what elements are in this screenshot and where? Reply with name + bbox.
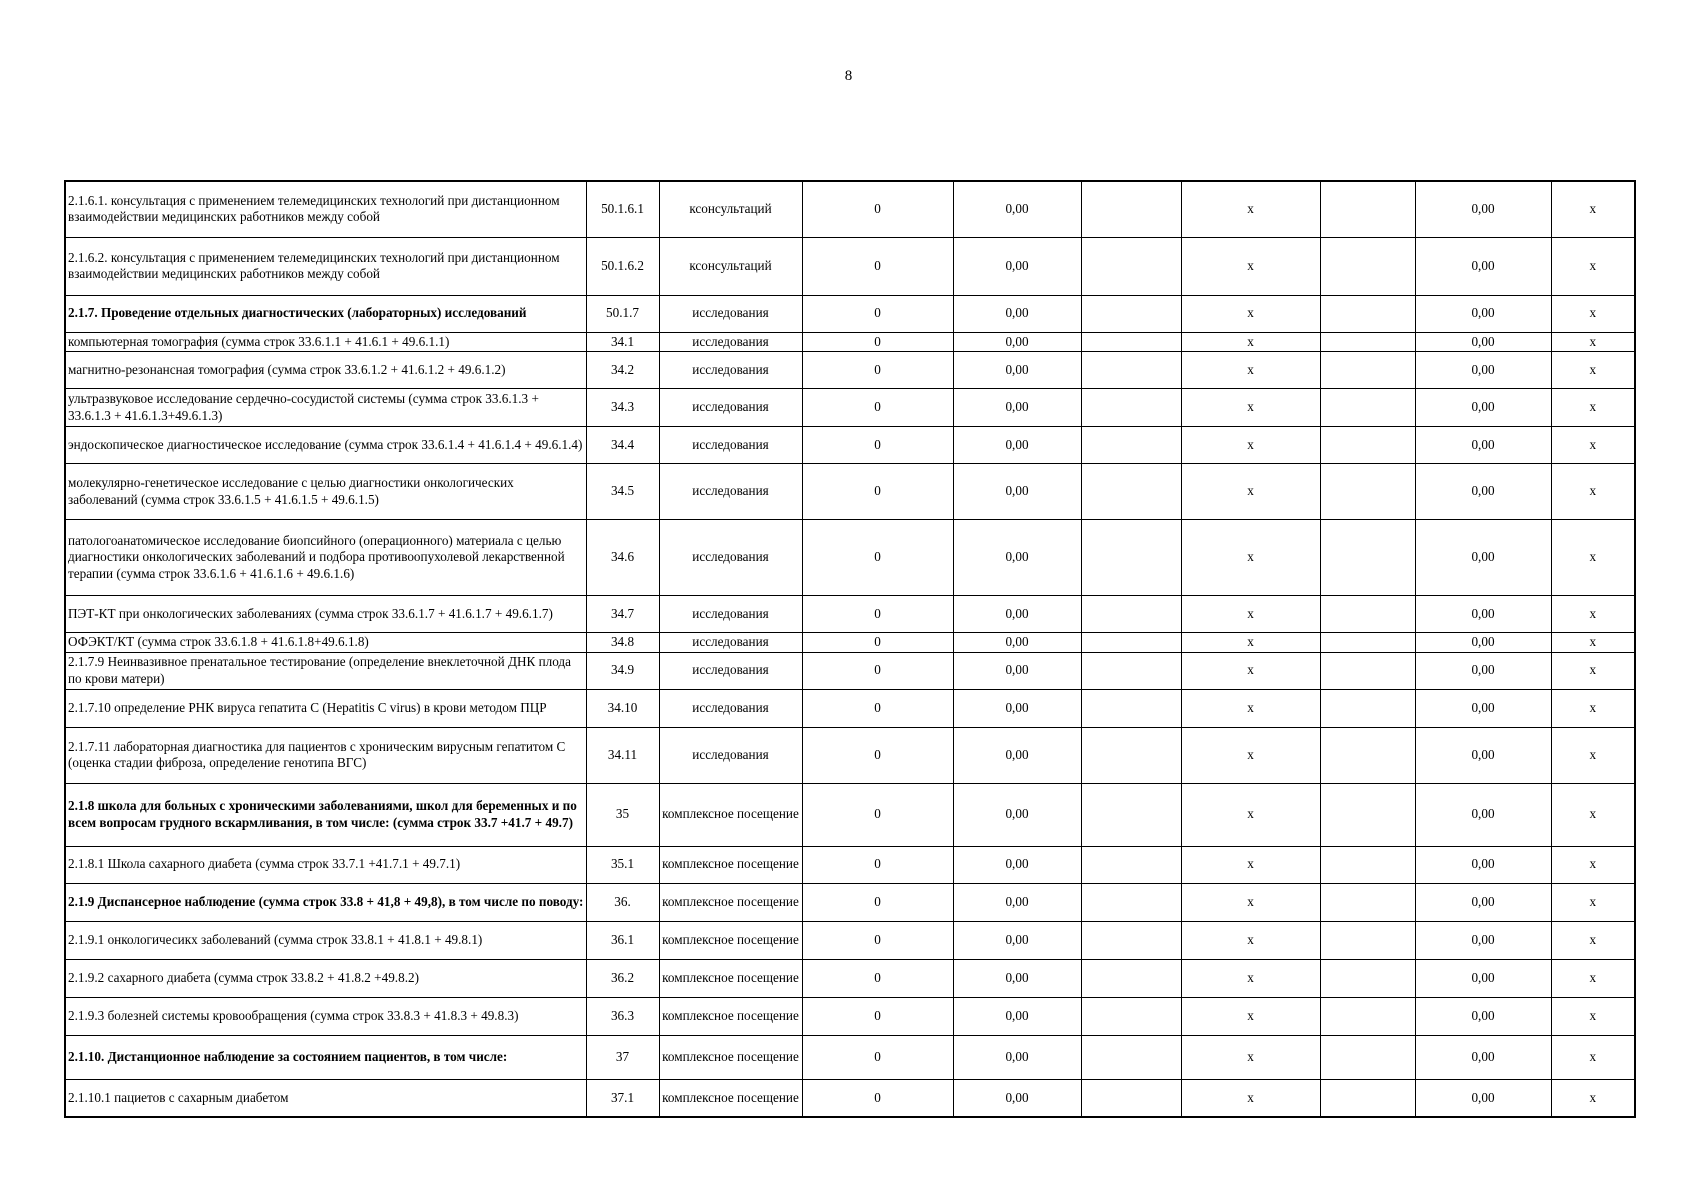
- row-code-cell: 35: [586, 783, 659, 846]
- row-col8-cell: [1320, 1079, 1415, 1117]
- row-col9-cell: 0,00: [1415, 237, 1551, 295]
- row-col5-cell: 0,00: [953, 237, 1081, 295]
- row-code-cell: 36.3: [586, 997, 659, 1035]
- row-col5-cell: 0,00: [953, 921, 1081, 959]
- row-col8-cell: [1320, 652, 1415, 689]
- row-col8-cell: [1320, 389, 1415, 427]
- row-col4-cell: 0: [802, 596, 953, 633]
- table-row: [65, 181, 1635, 237]
- row-col5-cell: 0,00: [953, 1035, 1081, 1079]
- row-col4-cell: 0: [802, 921, 953, 959]
- row-col8-cell: [1320, 427, 1415, 464]
- row-col6-cell: [1081, 783, 1181, 846]
- row-unit-cell: комплексное посещение: [659, 883, 802, 921]
- row-col4-cell: 0: [802, 1079, 953, 1117]
- row-col6-cell: [1081, 596, 1181, 633]
- row-col5-cell: 0,00: [953, 464, 1081, 520]
- row-col6-cell: [1081, 652, 1181, 689]
- row-col5-cell: 0,00: [953, 295, 1081, 332]
- row-col10-cell: х: [1551, 783, 1635, 846]
- row-col4-cell: 0: [802, 883, 953, 921]
- row-col10-cell: х: [1551, 689, 1635, 727]
- row-code-cell: 34.7: [586, 596, 659, 633]
- row-col10-cell: х: [1551, 295, 1635, 332]
- row-col8-cell: [1320, 596, 1415, 633]
- row-unit-cell: исследования: [659, 633, 802, 653]
- row-col9-cell: 0,00: [1415, 181, 1551, 237]
- row-col4-cell: 0: [802, 427, 953, 464]
- row-name-cell: 2.1.7.9 Неинвазивное пренатальное тестирование (определение внеклеточной ДНК плода по крови матери): [65, 652, 586, 689]
- row-name-cell: 2.1.6.1. консультация с применением телемедицинских технологий при дистанционном взаимодействии медицинских работников между собой: [65, 181, 586, 237]
- row-col10-cell: х: [1551, 727, 1635, 783]
- row-col10-cell: х: [1551, 464, 1635, 520]
- row-col4-cell: 0: [802, 846, 953, 883]
- row-col4-cell: 0: [802, 464, 953, 520]
- row-code-cell: 34.5: [586, 464, 659, 520]
- row-col8-cell: [1320, 727, 1415, 783]
- row-col4-cell: 0: [802, 727, 953, 783]
- row-unit-cell: исследования: [659, 464, 802, 520]
- row-col10-cell: х: [1551, 332, 1635, 352]
- row-name-cell: ПЭТ-КТ при онкологических заболеваниях (сумма строк 33.6.1.7 + 41.6.1.7 + 49.6.1.7): [65, 596, 586, 633]
- row-code-cell: 50.1.7: [586, 295, 659, 332]
- row-col10-cell: х: [1551, 846, 1635, 883]
- row-col8-cell: [1320, 332, 1415, 352]
- row-col6-cell: [1081, 689, 1181, 727]
- row-col5-cell: 0,00: [953, 352, 1081, 389]
- row-col8-cell: [1320, 520, 1415, 596]
- row-code-cell: 50.1.6.2: [586, 237, 659, 295]
- row-col9-cell: 0,00: [1415, 464, 1551, 520]
- row-col4-cell: 0: [802, 389, 953, 427]
- row-unit-cell: комплексное посещение: [659, 1079, 802, 1117]
- row-code-cell: 34.11: [586, 727, 659, 783]
- row-code-cell: 34.10: [586, 689, 659, 727]
- row-col6-cell: [1081, 332, 1181, 352]
- table-row: [65, 596, 1635, 633]
- row-col10-cell: х: [1551, 352, 1635, 389]
- row-code-cell: 34.1: [586, 332, 659, 352]
- table-row: [65, 1079, 1635, 1117]
- row-name-cell: 2.1.9.2 сахарного диабета (сумма строк 33.8.2 + 41.8.2 +49.8.2): [65, 959, 586, 997]
- row-col7-cell: х: [1181, 389, 1320, 427]
- table-row: [65, 237, 1635, 295]
- row-name-cell: 2.1.7. Проведение отдельных диагностических (лабораторных) исследований: [65, 295, 586, 332]
- row-code-cell: 50.1.6.1: [586, 181, 659, 237]
- row-code-cell: 37: [586, 1035, 659, 1079]
- row-col9-cell: 0,00: [1415, 633, 1551, 653]
- row-col8-cell: [1320, 921, 1415, 959]
- row-col8-cell: [1320, 181, 1415, 237]
- row-col9-cell: 0,00: [1415, 520, 1551, 596]
- row-col9-cell: 0,00: [1415, 596, 1551, 633]
- row-col6-cell: [1081, 727, 1181, 783]
- row-name-cell: 2.1.7.11 лабораторная диагностика для пациентов с хроническим вирусным гепатитом С (оценка стадии фиброза, определение генотипа ВГС): [65, 727, 586, 783]
- row-col6-cell: [1081, 352, 1181, 389]
- row-col4-cell: 0: [802, 520, 953, 596]
- table-row: [65, 464, 1635, 520]
- row-col8-cell: [1320, 464, 1415, 520]
- row-col10-cell: х: [1551, 427, 1635, 464]
- row-col10-cell: х: [1551, 1035, 1635, 1079]
- row-unit-cell: комплексное посещение: [659, 846, 802, 883]
- row-col7-cell: х: [1181, 846, 1320, 883]
- table-row: [65, 727, 1635, 783]
- row-code-cell: 34.6: [586, 520, 659, 596]
- row-col7-cell: х: [1181, 520, 1320, 596]
- row-col5-cell: 0,00: [953, 633, 1081, 653]
- row-code-cell: 36.1: [586, 921, 659, 959]
- table-row: [65, 846, 1635, 883]
- row-col9-cell: 0,00: [1415, 846, 1551, 883]
- row-unit-cell: комплексное посещение: [659, 997, 802, 1035]
- row-name-cell: 2.1.8 школа для больных с хроническими заболеваниями, школ для беременных и по всем вопросам грудного вскармливания, в том числе: (сумма строк 33.7 +41.7 + 49.7): [65, 783, 586, 846]
- row-col7-cell: х: [1181, 237, 1320, 295]
- row-col8-cell: [1320, 883, 1415, 921]
- row-col4-cell: 0: [802, 295, 953, 332]
- row-col5-cell: 0,00: [953, 520, 1081, 596]
- row-col5-cell: 0,00: [953, 883, 1081, 921]
- row-col5-cell: 0,00: [953, 846, 1081, 883]
- table-row: [65, 389, 1635, 427]
- row-col9-cell: 0,00: [1415, 427, 1551, 464]
- table-row: [65, 689, 1635, 727]
- table-row: [65, 883, 1635, 921]
- row-col10-cell: х: [1551, 596, 1635, 633]
- row-col4-cell: 0: [802, 181, 953, 237]
- row-col4-cell: 0: [802, 652, 953, 689]
- row-name-cell: 2.1.9.1 онкологичесикх заболеваний (сумма строк 33.8.1 + 41.8.1 + 49.8.1): [65, 921, 586, 959]
- row-col9-cell: 0,00: [1415, 389, 1551, 427]
- row-col8-cell: [1320, 352, 1415, 389]
- row-unit-cell: исследования: [659, 689, 802, 727]
- row-col4-cell: 0: [802, 689, 953, 727]
- row-name-cell: 2.1.9.3 болезней системы кровообращения (сумма строк 33.8.3 + 41.8.3 + 49.8.3): [65, 997, 586, 1035]
- row-col6-cell: [1081, 959, 1181, 997]
- row-col7-cell: х: [1181, 689, 1320, 727]
- row-col10-cell: х: [1551, 520, 1635, 596]
- row-col10-cell: х: [1551, 652, 1635, 689]
- row-col6-cell: [1081, 1035, 1181, 1079]
- row-unit-cell: исследования: [659, 332, 802, 352]
- row-col5-cell: 0,00: [953, 181, 1081, 237]
- table-row: [65, 652, 1635, 689]
- row-name-cell: 2.1.6.2. консультация с применением телемедицинских технологий при дистанционном взаимодействии медицинских работников между собой: [65, 237, 586, 295]
- row-col6-cell: [1081, 633, 1181, 653]
- row-code-cell: 34.3: [586, 389, 659, 427]
- row-col6-cell: [1081, 389, 1181, 427]
- row-col7-cell: х: [1181, 921, 1320, 959]
- row-col10-cell: х: [1551, 959, 1635, 997]
- row-name-cell: ОФЭКТ/КТ (сумма строк 33.6.1.8 + 41.6.1.8+49.6.1.8): [65, 633, 586, 653]
- row-col7-cell: х: [1181, 783, 1320, 846]
- row-unit-cell: исследования: [659, 520, 802, 596]
- row-col5-cell: 0,00: [953, 783, 1081, 846]
- row-col4-cell: 0: [802, 997, 953, 1035]
- row-unit-cell: исследования: [659, 427, 802, 464]
- table-row: [65, 959, 1635, 997]
- row-col9-cell: 0,00: [1415, 727, 1551, 783]
- table-row: [65, 520, 1635, 596]
- row-code-cell: 35.1: [586, 846, 659, 883]
- table-row: [65, 921, 1635, 959]
- row-col7-cell: х: [1181, 332, 1320, 352]
- row-col7-cell: х: [1181, 464, 1320, 520]
- row-unit-cell: исследования: [659, 389, 802, 427]
- row-col10-cell: х: [1551, 883, 1635, 921]
- row-code-cell: 37.1: [586, 1079, 659, 1117]
- row-col5-cell: 0,00: [953, 1079, 1081, 1117]
- row-col9-cell: 0,00: [1415, 295, 1551, 332]
- row-code-cell: 34.2: [586, 352, 659, 389]
- row-col7-cell: х: [1181, 295, 1320, 332]
- row-col7-cell: х: [1181, 181, 1320, 237]
- row-col6-cell: [1081, 464, 1181, 520]
- row-name-cell: магнитно-резонансная томография (сумма строк 33.6.1.2 + 41.6.1.2 + 49.6.1.2): [65, 352, 586, 389]
- report-table: [64, 180, 1636, 1118]
- row-code-cell: 34.9: [586, 652, 659, 689]
- row-name-cell: 2.1.9 Диспансерное наблюдение (сумма строк 33.8 + 41,8 + 49,8), в том числе по поводу:: [65, 883, 586, 921]
- row-name-cell: 2.1.7.10 определение РНК вируса гепатита С (Hepatitis C virus) в крови методом ПЦР: [65, 689, 586, 727]
- row-col9-cell: 0,00: [1415, 921, 1551, 959]
- row-name-cell: эндоскопическое диагностическое исследование (сумма строк 33.6.1.4 + 41.6.1.4 + 49.6.1.4): [65, 427, 586, 464]
- table-row: [65, 352, 1635, 389]
- row-col10-cell: х: [1551, 181, 1635, 237]
- row-col6-cell: [1081, 237, 1181, 295]
- row-unit-cell: исследования: [659, 352, 802, 389]
- row-col5-cell: 0,00: [953, 959, 1081, 997]
- row-col9-cell: 0,00: [1415, 1035, 1551, 1079]
- row-col4-cell: 0: [802, 783, 953, 846]
- row-col5-cell: 0,00: [953, 389, 1081, 427]
- row-col7-cell: х: [1181, 596, 1320, 633]
- row-name-cell: ультразвуковое исследование сердечно-сосудистой системы (сумма строк 33.6.1.3 + 33.6.1.3 + 41.6.1.3+49.6.1.3): [65, 389, 586, 427]
- row-unit-cell: комплексное посещение: [659, 921, 802, 959]
- row-col8-cell: [1320, 237, 1415, 295]
- row-col7-cell: х: [1181, 1035, 1320, 1079]
- row-col9-cell: 0,00: [1415, 689, 1551, 727]
- row-col8-cell: [1320, 689, 1415, 727]
- row-col6-cell: [1081, 427, 1181, 464]
- row-unit-cell: ксонсультаций: [659, 237, 802, 295]
- row-unit-cell: исследования: [659, 652, 802, 689]
- row-col9-cell: 0,00: [1415, 783, 1551, 846]
- row-col5-cell: 0,00: [953, 596, 1081, 633]
- row-col10-cell: х: [1551, 921, 1635, 959]
- row-name-cell: 2.1.10.1 пациетов с сахарным диабетом: [65, 1079, 586, 1117]
- row-col7-cell: х: [1181, 633, 1320, 653]
- row-col5-cell: 0,00: [953, 727, 1081, 783]
- row-col10-cell: х: [1551, 997, 1635, 1035]
- row-col8-cell: [1320, 997, 1415, 1035]
- row-col7-cell: х: [1181, 727, 1320, 783]
- table-row: [65, 783, 1635, 846]
- row-col9-cell: 0,00: [1415, 997, 1551, 1035]
- row-col6-cell: [1081, 921, 1181, 959]
- row-col7-cell: х: [1181, 959, 1320, 997]
- row-name-cell: компьютерная томография (сумма строк 33.6.1.1 + 41.6.1 + 49.6.1.1): [65, 332, 586, 352]
- row-col6-cell: [1081, 1079, 1181, 1117]
- row-col9-cell: 0,00: [1415, 332, 1551, 352]
- row-col4-cell: 0: [802, 237, 953, 295]
- row-col9-cell: 0,00: [1415, 1079, 1551, 1117]
- row-col6-cell: [1081, 997, 1181, 1035]
- row-col8-cell: [1320, 959, 1415, 997]
- row-col8-cell: [1320, 633, 1415, 653]
- row-col9-cell: 0,00: [1415, 652, 1551, 689]
- row-col10-cell: х: [1551, 633, 1635, 653]
- row-unit-cell: комплексное посещение: [659, 959, 802, 997]
- row-name-cell: патологоанатомическое исследование биопсийного (операционного) материала с целью диагностики онкологических заболеваний и подбора противоопухолевой лекарственной терапии (сумма строк 33.6.1.6 + 41.6.1.6 + 49.6.1.6): [65, 520, 586, 596]
- row-unit-cell: ксонсультаций: [659, 181, 802, 237]
- row-col4-cell: 0: [802, 1035, 953, 1079]
- row-col6-cell: [1081, 181, 1181, 237]
- row-code-cell: 36.: [586, 883, 659, 921]
- row-col7-cell: х: [1181, 352, 1320, 389]
- table-row: [65, 997, 1635, 1035]
- row-col5-cell: 0,00: [953, 652, 1081, 689]
- row-code-cell: 34.4: [586, 427, 659, 464]
- table-row: [65, 295, 1635, 332]
- row-col9-cell: 0,00: [1415, 883, 1551, 921]
- row-name-cell: молекулярно-генетическое исследование с целью диагностики онкологических заболеваний (сумма строк 33.6.1.5 + 41.6.1.5 + 49.6.1.5): [65, 464, 586, 520]
- row-col8-cell: [1320, 295, 1415, 332]
- row-col4-cell: 0: [802, 352, 953, 389]
- row-col8-cell: [1320, 1035, 1415, 1079]
- row-col9-cell: 0,00: [1415, 352, 1551, 389]
- row-code-cell: 34.8: [586, 633, 659, 653]
- row-col7-cell: х: [1181, 1079, 1320, 1117]
- row-col4-cell: 0: [802, 332, 953, 352]
- row-col7-cell: х: [1181, 997, 1320, 1035]
- row-col4-cell: 0: [802, 959, 953, 997]
- row-col8-cell: [1320, 783, 1415, 846]
- page-number: 8: [844, 68, 853, 84]
- row-unit-cell: комплексное посещение: [659, 783, 802, 846]
- row-col10-cell: х: [1551, 237, 1635, 295]
- row-unit-cell: исследования: [659, 295, 802, 332]
- row-col4-cell: 0: [802, 633, 953, 653]
- row-col6-cell: [1081, 883, 1181, 921]
- row-name-cell: 2.1.10. Дистанционное наблюдение за состоянием пациентов, в том числе:: [65, 1035, 586, 1079]
- row-unit-cell: исследования: [659, 727, 802, 783]
- row-col6-cell: [1081, 295, 1181, 332]
- table-row: [65, 427, 1635, 464]
- table-row: [65, 332, 1635, 352]
- row-col6-cell: [1081, 846, 1181, 883]
- row-name-cell: 2.1.8.1 Школа сахарного диабета (сумма строк 33.7.1 +41.7.1 + 49.7.1): [65, 846, 586, 883]
- row-code-cell: 36.2: [586, 959, 659, 997]
- row-col9-cell: 0,00: [1415, 959, 1551, 997]
- row-unit-cell: комплексное посещение: [659, 1035, 802, 1079]
- row-col10-cell: х: [1551, 389, 1635, 427]
- table-row: [65, 633, 1635, 653]
- row-col7-cell: х: [1181, 427, 1320, 464]
- row-unit-cell: исследования: [659, 596, 802, 633]
- row-col10-cell: х: [1551, 1079, 1635, 1117]
- table-body: [65, 181, 1635, 1117]
- row-col8-cell: [1320, 846, 1415, 883]
- row-col6-cell: [1081, 520, 1181, 596]
- row-col7-cell: х: [1181, 652, 1320, 689]
- row-col5-cell: 0,00: [953, 997, 1081, 1035]
- row-col7-cell: х: [1181, 883, 1320, 921]
- row-col5-cell: 0,00: [953, 427, 1081, 464]
- row-col5-cell: 0,00: [953, 689, 1081, 727]
- table-row: [65, 1035, 1635, 1079]
- row-col5-cell: 0,00: [953, 332, 1081, 352]
